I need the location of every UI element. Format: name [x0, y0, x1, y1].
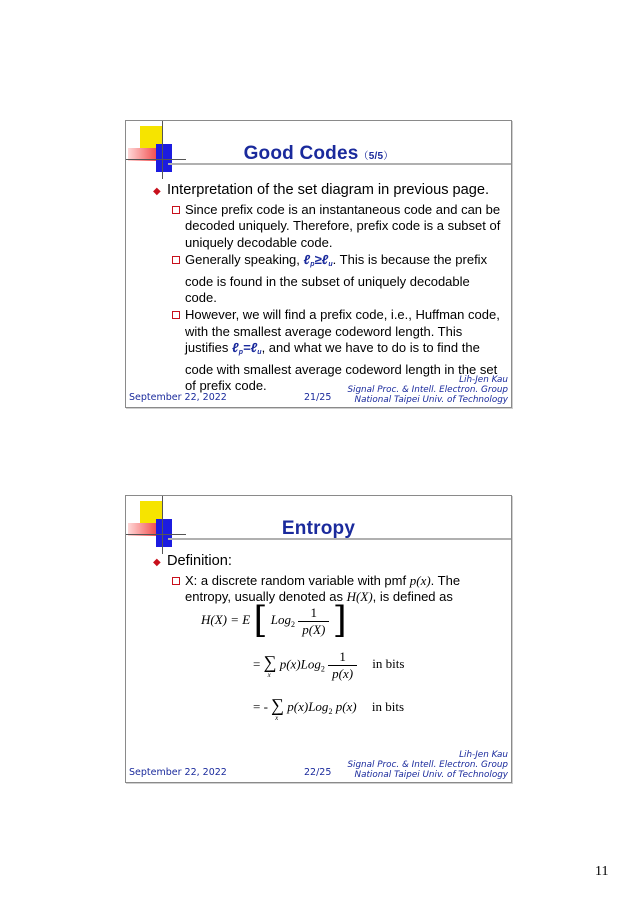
eq-fraction: $\frac{1}{p(x)}$ [328, 649, 357, 682]
footer-group: Signal Proc. & Intell. Electron. Group [347, 385, 508, 395]
footer-date: September 22, 2022 [129, 767, 227, 778]
square-bullet-icon [172, 206, 180, 214]
square-bullet-icon [172, 311, 180, 319]
slide-title [126, 143, 511, 165]
eq-log-base: 2 [328, 707, 333, 716]
sub-bullet-item [140, 252, 501, 306]
equation-line-2 [253, 649, 404, 682]
ell-p-symbol: ℓ$_p$ [303, 252, 315, 269]
title-text: Entropy [281, 518, 356, 539]
bullet-item [140, 181, 501, 199]
title-paren-close: ） [383, 151, 394, 162]
sub-bullet-text: Since prefix code is an instantaneous code and can be decoded uniquely. Therefore, prefix code is a subset of uniquely decodable code. [185, 202, 501, 250]
diamond-bullet-icon: ◆ [153, 186, 161, 197]
footer-affiliation [347, 750, 508, 780]
eq-unit: in bits [371, 699, 405, 714]
square-bullet-icon [172, 256, 180, 264]
eq-symbol: = [242, 340, 251, 356]
equation-line-3 [253, 695, 405, 722]
footer-date: September 22, 2022 [129, 392, 227, 403]
entropy-symbol: H(X) [346, 589, 373, 605]
sub-bullet-item [140, 573, 501, 606]
bullet-item [140, 552, 501, 570]
slide-content [140, 552, 501, 607]
title-page-indicator: 5/5 [368, 151, 384, 162]
sub-bullet-item [140, 202, 501, 251]
eq-equals: = [253, 656, 261, 672]
sub-bullet-text: X: a discrete random variable with pmf [185, 573, 407, 588]
slide-good-codes [125, 120, 512, 408]
pmf-symbol: p(x) [409, 573, 431, 588]
bullet-text: Interpretation of the set diagram in previous page. [167, 182, 490, 198]
footer-university: National Taipei Univ. of Technology [354, 395, 508, 405]
footer-author: Lih-Jen Kau [459, 750, 508, 760]
sum-icon: ∑ x [271, 695, 285, 722]
eq-lhs: H(X) = E [201, 611, 251, 627]
ell-u-symbol: ℓ$_u$ [321, 252, 333, 269]
sub-bullet-text-cont: , and what we have to do is to find the code with smallest average codeword length in the set of prefix code. [185, 340, 498, 394]
footer-slide-number: 21/25 [304, 392, 332, 403]
eq-term: p(x) [335, 699, 357, 714]
footer-affiliation [347, 375, 508, 405]
ell-p-symbol: ℓ$_p$ [231, 340, 243, 357]
eq-log-base: 2 [320, 664, 325, 674]
eq-unit: in bits [372, 656, 405, 672]
sub-bullet-text-cont: , is defined as [372, 589, 453, 605]
diamond-bullet-icon: ◆ [153, 557, 161, 568]
square-bullet-icon [172, 577, 180, 585]
bullet-text: Definition: [167, 553, 232, 569]
footer-group: Signal Proc. & Intell. Electron. Group [347, 760, 508, 770]
footer-slide-number: 22/25 [304, 767, 332, 778]
footer-university: National Taipei Univ. of Technology [354, 770, 508, 780]
footer-author: Lih-Jen Kau [459, 375, 508, 385]
sub-bullet-text-cont: . The entropy, usually denoted as [185, 573, 461, 605]
eq-log-base: 2 [290, 619, 295, 629]
slide-title [126, 518, 511, 540]
eq-log: Log [270, 611, 291, 627]
eq-equals: = - [253, 699, 268, 714]
page-number: 11 [595, 864, 609, 879]
ell-u-symbol: ℓ$_u$ [250, 340, 262, 357]
equation-line-1: H(X) = E [ Log$_2$ $\frac{1}{p(X)}$ ] [201, 600, 347, 641]
ge-symbol: ≥ [314, 252, 322, 268]
eq-fraction: $\frac{1}{p(X)}$ [298, 605, 329, 638]
eq-term: p(x)Log [279, 656, 321, 672]
slide-content [140, 181, 501, 395]
sub-bullet-text: However, we will find a prefix code, i.e., Huffman code, with the smallest average codeword length. This justifies [185, 307, 500, 356]
sub-bullet-text: Generally speaking, [185, 252, 300, 268]
sum-icon: ∑ x [263, 652, 277, 680]
title-text: Good Codes [243, 143, 359, 164]
eq-term: p(x)Log [287, 699, 329, 714]
title-paren-open: （ [358, 151, 369, 162]
slide-entropy [125, 495, 512, 783]
sub-bullet-text-cont: . This is because the prefix code is found in the subset of uniquely decodable code. [185, 252, 488, 306]
